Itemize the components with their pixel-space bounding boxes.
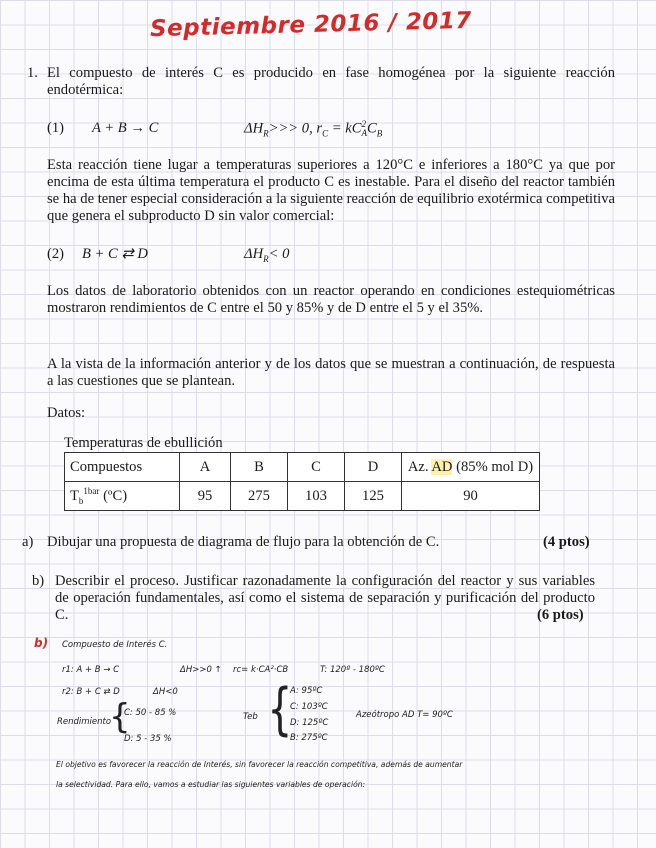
notes-boiling-label: Teb	[243, 712, 258, 722]
question-a-points: (4 ptos)	[543, 534, 590, 550]
table-caption: Temperaturas de ebullición	[64, 435, 223, 451]
notes-objective-line-1: El objetivo es favorecer la reacción de Interés, sin favorecer la reacción competitiva, además de aumentar	[56, 760, 463, 769]
question-b-points: (6 ptos)	[537, 607, 584, 623]
notes-label: b)	[34, 636, 49, 650]
table-header-cell: Compuestos	[65, 453, 180, 482]
table-cell: 103	[288, 482, 345, 511]
table-row-label: $T_b^{1bar}$ (ºC)	[65, 482, 180, 511]
notes-reaction-1-enthalpy: ΔH>>0 ↑	[180, 665, 222, 675]
table-row	[65, 482, 540, 511]
boiling-brace: {	[267, 677, 293, 742]
notes-yield-label: Rendimiento	[57, 717, 112, 727]
reaction-1-equation: A + B → C	[92, 120, 159, 136]
notes-objective-line-2: la selectividad. Para ello, vamos a estudiar las siguientes variables de operación:	[56, 780, 366, 789]
table-header-azeotrope: Az. AD (85% mol D)	[402, 453, 540, 482]
paragraph-temperature: Esta reacción tiene lugar a temperaturas superiores a 120°C e inferiores a 180°C ya que por encima de esta última temperatura el producto C es inestable. Para el diseño del reactor también se ha de tener especial consideración a la siguiente reacción de equilibrio exotérmica competitiva que genera el subproducto D sin valor comercial:	[47, 157, 615, 224]
notes-reaction-1: r1: A + B → C	[62, 665, 120, 675]
reaction-2-label: (2)	[47, 246, 65, 262]
datos-label: Datos:	[47, 405, 86, 421]
question-intro: El compuesto de interés C es producido en fase homogénea por la siguiente reacción endotérmica:	[47, 65, 615, 98]
question-b-text: Describir el proceso. Justificar razonadamente la configuración del reactor y sus variables de operación fundamentales, así como el sistema de separación y purificación del producto C.	[55, 573, 595, 623]
notes-reaction-1-rate: rc= k·CA²·CB	[233, 665, 289, 675]
boiling-temperature-table	[64, 452, 540, 511]
notes-boiling-b: B: 275ºC	[290, 733, 328, 743]
reaction-2-equation: B + C ⇄ D	[82, 246, 148, 262]
table-cell: 125	[345, 482, 402, 511]
table-header-cell: A	[180, 453, 231, 482]
table-cell: 275	[231, 482, 288, 511]
notes-boiling-a: A: 95ºC	[290, 686, 323, 696]
question-a-text: Dibujar una propuesta de diagrama de flujo para la obtención de C.	[47, 534, 440, 550]
notes-line-compound: Compuesto de Interés C.	[62, 640, 168, 650]
notes-reaction-2-enthalpy: ΔH<0	[153, 687, 178, 697]
question-number: 1.	[27, 65, 38, 81]
table-cell: 90	[402, 482, 540, 511]
notes-reaction-1-temperature: T: 120º - 180ºC	[320, 665, 385, 675]
notes-azeotrope: Azeótropo AD T= 90ºC	[356, 710, 453, 720]
handwritten-title: Septiembre 2016 / 2017	[149, 7, 473, 43]
question-b-label: b)	[32, 573, 45, 589]
table-header-cell: D	[345, 453, 402, 482]
reaction-1-conditions: $\Delta H_R>>> 0$, $r_C$ = kC 2 A $C_B$	[244, 119, 383, 139]
notes-reaction-2: r2: B + C ⇄ D	[62, 687, 120, 697]
paragraph-instructions: A la vista de la información anterior y de los datos que se muestran a continuación, de respuesta a las cuestiones que se plantean.	[47, 356, 615, 389]
table-cell: 95	[180, 482, 231, 511]
notes-yield-c: C: 50 - 85 %	[124, 708, 177, 718]
notes-yield-d: D: 5 - 35 %	[124, 734, 172, 744]
yield-brace: {	[109, 697, 131, 737]
notes-boiling-d: D: 125ºC	[290, 718, 329, 728]
highlighted-text: AD	[431, 458, 453, 475]
paragraph-lab-data: Los datos de laboratorio obtenidos con un reactor operando en condiciones estequiométricas mostraron rendimientos de C entre el 50 y 85% y de D entre el 5 y el 35%.	[47, 283, 615, 316]
reaction-2-conditions: $\Delta H_R< 0$	[244, 246, 290, 264]
question-a-label: a)	[22, 534, 34, 550]
notes-boiling-c: C: 103ºC	[290, 702, 328, 712]
reaction-1-label: (1)	[47, 120, 65, 136]
table-header-cell: B	[231, 453, 288, 482]
table-header-row	[65, 453, 540, 482]
table-header-cell: C	[288, 453, 345, 482]
